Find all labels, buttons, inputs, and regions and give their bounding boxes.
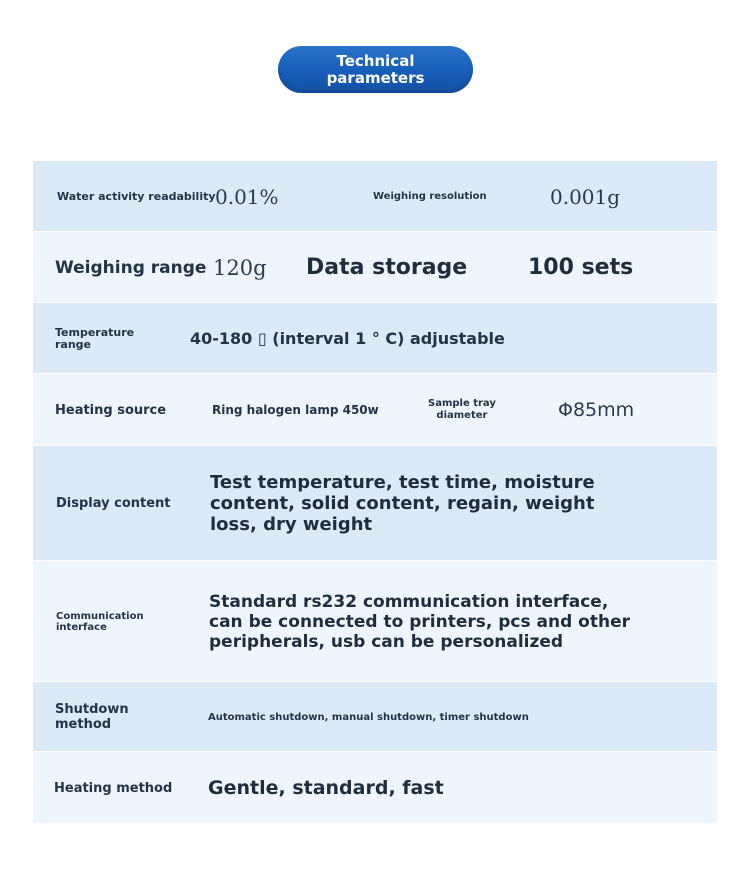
spec-label: Shutdown method xyxy=(55,702,129,732)
spec-table xyxy=(33,161,717,824)
spec-value: 0.001g xyxy=(550,184,621,209)
spec-row-temperature xyxy=(33,303,717,374)
spec-row-display-content xyxy=(33,446,717,561)
spec-value: Test temperature, test time, moisture content, solid content, regain, weight loss, dry weight xyxy=(210,472,595,535)
spec-value: Φ85mm xyxy=(558,399,635,421)
spec-value: Standard rs232 communication interface, can be connected to printers, pcs and other peripherals, usb can be personalized xyxy=(209,591,631,652)
spec-label: Sample tray diameter xyxy=(428,398,496,421)
spec-row-communication xyxy=(33,561,717,682)
spec-label: Heating source xyxy=(55,402,167,418)
spec-label: Weighing range xyxy=(55,257,207,278)
section-title-badge xyxy=(278,46,473,93)
spec-row-weighing-range xyxy=(33,232,717,303)
spec-label: Temperature range xyxy=(55,325,135,351)
spec-value: 0.01% xyxy=(215,184,279,209)
spec-value: Gentle, standard, fast xyxy=(208,776,444,799)
spec-label: Weighing resolution xyxy=(373,190,487,202)
spec-label: Data storage xyxy=(306,255,468,280)
spec-row-heating-source xyxy=(33,374,717,446)
spec-label: Communication interface xyxy=(56,610,144,633)
spec-row-heating-method xyxy=(33,752,717,824)
spec-value: Ring halogen lamp 450w xyxy=(212,403,379,417)
spec-label: Heating method xyxy=(54,780,173,796)
spec-value: 120g xyxy=(213,255,267,280)
spec-value: Automatic shutdown, manual shutdown, timer shutdown xyxy=(208,711,529,723)
spec-label: Water activity readability xyxy=(57,189,216,203)
spec-value: 40-180 ▯ (interval 1 ° C) adjustable xyxy=(190,329,505,348)
section-title: Technical parameters xyxy=(326,51,425,87)
spec-label: Display content xyxy=(56,496,171,511)
spec-value: 100 sets xyxy=(528,255,634,280)
spec-row-shutdown xyxy=(33,682,717,752)
spec-row-water-activity xyxy=(33,161,717,232)
